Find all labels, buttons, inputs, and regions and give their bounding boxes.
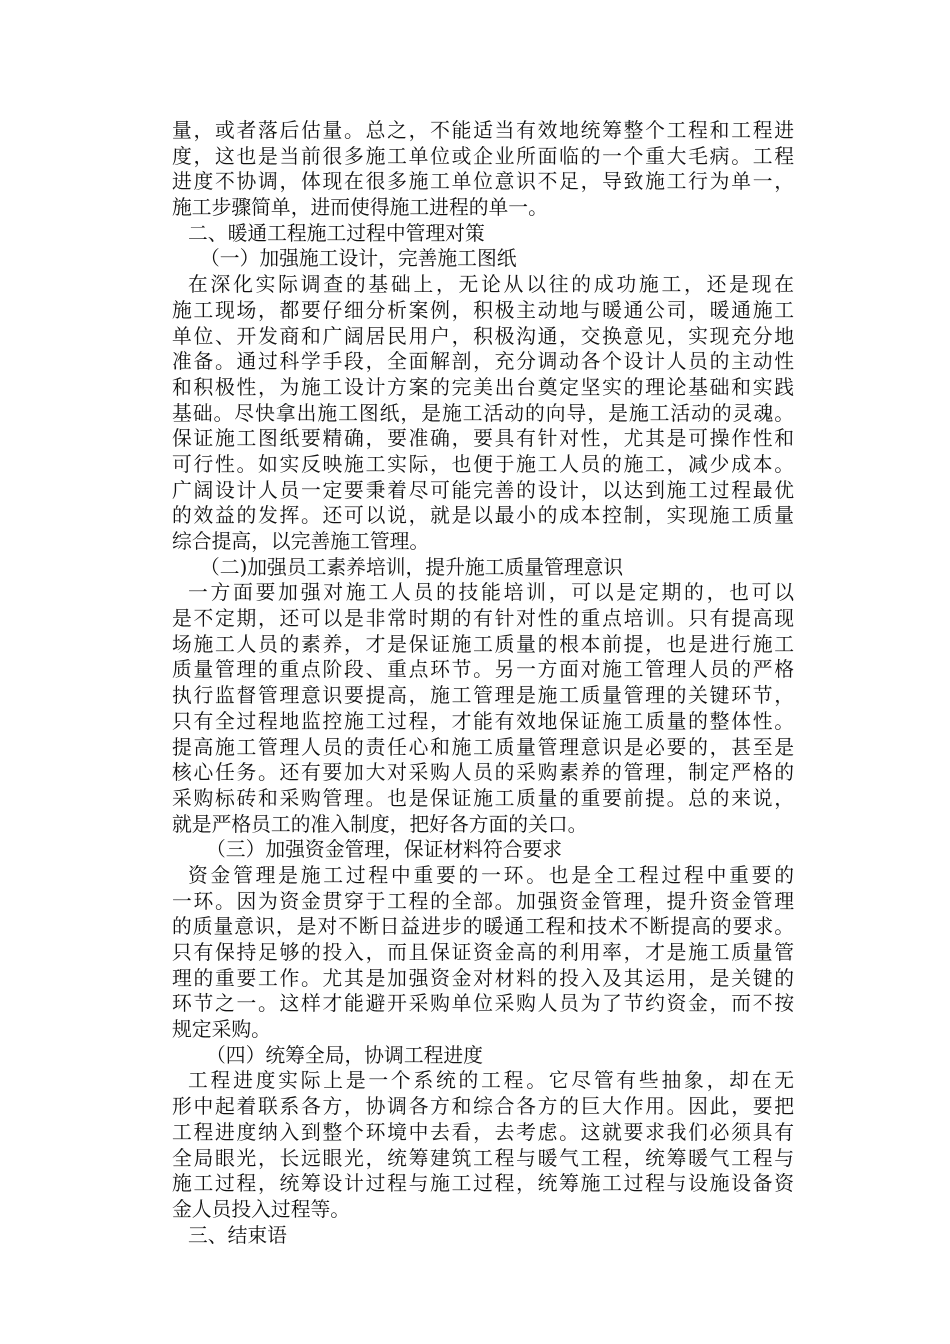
text-line: 就是严格员工的准入制度，把好各方面的关口。 — [172, 812, 588, 836]
document-page — [172, 118, 794, 1248]
text-line: 单位、开发商和广阔居民用户，积极沟通，交换意见，实现充分地 — [172, 324, 794, 348]
section-heading-2: 二、暖通工程施工过程中管理对策 — [188, 221, 485, 245]
text-line: 核心任务。还有要加大对采购人员的采购素养的管理，制定严格的 — [172, 761, 794, 785]
text-line: 场施工人员的素养，才是保证施工质量的根本前提，也是进行施工 — [172, 632, 794, 656]
text-line: 质量管理的重点阶段、重点环节。另一方面对施工管理人员的严格 — [172, 658, 794, 682]
section-heading-3: 三、结束语 — [188, 1223, 287, 1247]
subsection-2-body — [172, 580, 794, 837]
subsection-4-body — [172, 1068, 794, 1222]
text-line: 金人员投入过程等。 — [172, 1197, 351, 1221]
subsection-title-2: （二)加强员工素养培训，提升施工质量管理意识 — [200, 555, 624, 579]
text-line: 资金管理是施工过程中重要的一环。也是全工程过程中重要的 — [188, 863, 794, 887]
text-line: 度，这也是当前很多施工单位或企业所面临的一个重大毛病。工程 — [172, 144, 794, 168]
text-line: 保证施工图纸要精确，要准确，要具有针对性，尤其是可操作性和 — [172, 427, 794, 451]
text-line: 工程进度纳入到整个环境中去看，去考虑。这就要求我们必须具有 — [172, 1120, 794, 1144]
subsection-1-body — [172, 272, 794, 555]
text-line: 理的重要工作。尤其是加强资金对材料的投入及其运用，是关键的 — [172, 966, 794, 990]
text-line: 可行性。如实反映施工实际，也便于施工人员的施工，减少成本。 — [172, 452, 794, 476]
text-line: 施工过程，统筹设计过程与施工过程，统筹施工过程与设施设备资 — [172, 1172, 794, 1196]
text-line: 基础。尽快拿出施工图纸，是施工活动的向导，是施工活动的灵魂。 — [172, 401, 794, 425]
text-line: 工程进度实际上是一个系统的工程。它尽管有些抽象，却在无 — [188, 1069, 794, 1093]
text-line: 是不定期，还可以是非常时期的有针对性的重点培训。只有提高现 — [172, 607, 794, 631]
text-line: 量，或者落后估量。总之，不能适当有效地统筹整个工程和工程进 — [172, 119, 794, 142]
text-line: 在深化实际调查的基础上，无论从以往的成功施工，还是现在 — [188, 273, 794, 297]
text-line: 只有保持足够的投入，而且保证资金高的利用率，才是施工质量管 — [172, 941, 794, 964]
text-line: 一方面要加强对施工人员的技能培训，可以是定期的，也可以 — [188, 581, 794, 605]
intro-paragraph — [172, 118, 794, 221]
text-line: 进度不协调，体现在很多施工单位意识不足，导致施工行为单一， — [172, 170, 794, 194]
text-line: 广阔设计人员一定要秉着尽可能完善的设计，以达到施工过程最优 — [172, 478, 794, 502]
subsection-title-4: （四）统筹全局，协调工程进度 — [206, 1043, 483, 1067]
text-line: 环节之一。这样才能避开采购单位采购人员为了节约资金，而不按 — [172, 992, 794, 1016]
text-line: 一环。因为资金贯穿于工程的全部。加强资金管理，提升资金管理 — [172, 889, 794, 913]
text-line: 提高施工管理人员的责任心和施工质量管理意识是必要的，甚至是 — [172, 735, 794, 759]
subsection-title-1: （一）加强施工设计，完善施工图纸 — [200, 247, 517, 271]
text-line: 只有全过程地监控施工过程，才能有效地保证施工质量的整体性。 — [172, 709, 794, 733]
subsection-title-3: （三）加强资金管理，保证材料符合要求 — [206, 838, 563, 862]
subsection-3-body — [172, 863, 794, 1043]
text-line: 施工步骤简单，进而使得施工进程的单一。 — [172, 196, 548, 220]
text-line: 采购标砖和采购管理。也是保证施工质量的重要前提。总的来说， — [172, 786, 794, 810]
text-line: 施工现场，都要仔细分析案例，积极主动地与暖通公司，暖通施工 — [172, 298, 794, 322]
text-line: 的质量意识，是对不断日益进步的暖通工程和技术不断提高的要求。 — [172, 915, 794, 939]
text-line: 全局眼光，长远眼光，统筹建筑工程与暖气工程，统筹暖气工程与 — [172, 1146, 794, 1170]
text-line: 规定采购。 — [172, 1018, 271, 1042]
text-line: 执行监督管理意识要提高，施工管理是施工质量管理的关键环节， — [172, 684, 794, 708]
text-line: 和积极性，为施工设计方案的完美出台奠定坚实的理论基础和实践 — [172, 375, 794, 399]
text-line: 准备。通过科学手段，全面解剖，充分调动各个设计人员的主动性 — [172, 350, 794, 374]
text-line: 综合提高，以完善施工管理。 — [172, 530, 430, 553]
text-line: 的效益的发挥。还可以说，就是以最小的成本控制，实现施工质量 — [172, 504, 794, 528]
text-line: 形中起着联系各方，协调各方和综合各方的巨大作用。因此，要把 — [172, 1095, 794, 1119]
